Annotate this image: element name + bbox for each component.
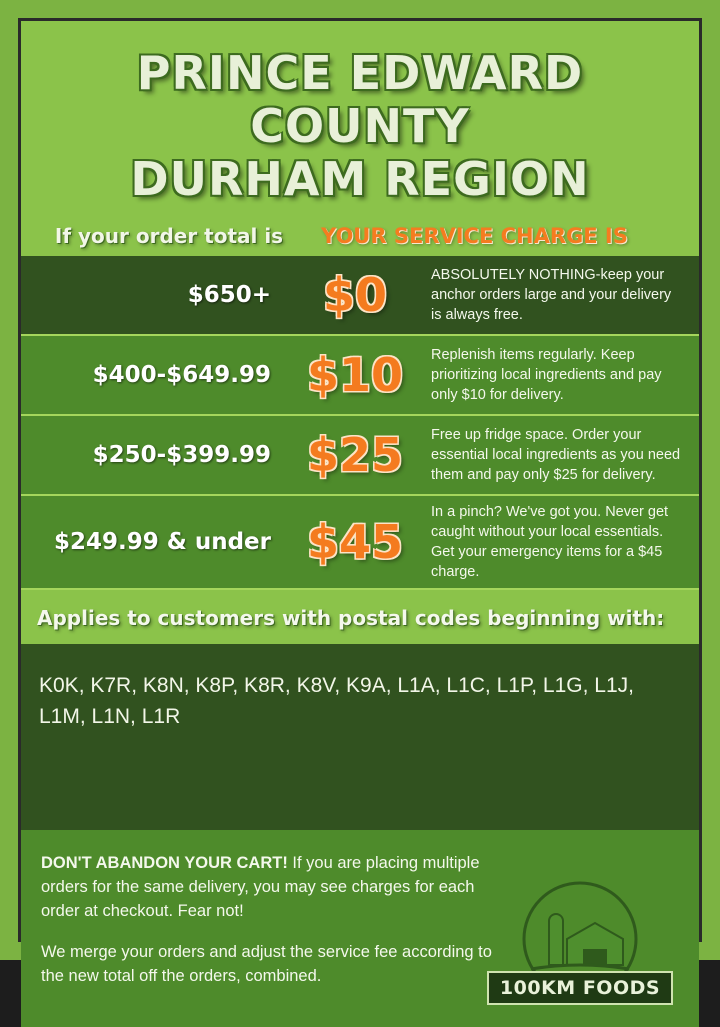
logo-wordmark: 100KM FOODS xyxy=(487,971,673,1005)
header-order-total: If your order total is xyxy=(54,223,284,248)
footer-callout: DON'T ABANDON YOUR CART! xyxy=(41,853,288,872)
tier-range: $249.99 & under xyxy=(54,528,271,555)
footer xyxy=(21,830,699,1027)
header-service-charge: YOUR SERVICE CHARGE IS xyxy=(321,223,628,248)
tier-price: $10 xyxy=(306,347,404,402)
footer-paragraph-1-rest: If you are placing multiple orders for the same delivery, you may see charges for each order at checkout. Fear not! xyxy=(41,853,480,920)
tier-description: Free up fridge space. Order your essential local ingredients as you need them and pay only $25 for delivery. xyxy=(431,426,681,483)
footer-text-column xyxy=(41,852,501,990)
pricing-tiers xyxy=(21,256,699,590)
tier-range: $250-$399.99 xyxy=(92,441,271,468)
title-line-1: PRINCE EDWARD COUNTY xyxy=(136,46,584,153)
tier-range: $400-$649.99 xyxy=(92,361,271,388)
footer-paragraph-2: We merge your orders and adjust the service fee according to the new total off the orders, combined. xyxy=(41,943,492,986)
postal-codes-list: K0K, K7R, K8N, K8P, K8R, K8V, K9A, L1A, L1C, L1P, L1G, L1J, L1M, L1N, L1R xyxy=(39,673,634,729)
tier-price: $45 xyxy=(306,514,404,569)
tier-description: In a pinch? We've got you. Never get caught without your local essentials. Get your emergency items for a $45 charge. xyxy=(431,503,669,580)
tier-price: $0 xyxy=(322,267,387,322)
table-row xyxy=(21,496,699,590)
table-row xyxy=(21,336,699,416)
column-headers xyxy=(21,210,699,256)
title-line-2: DURHAM REGION xyxy=(130,151,590,206)
postal-banner xyxy=(21,590,699,644)
tier-description: ABSOLUTELY NOTHING-keep your anchor orders large and your delivery is always free. xyxy=(431,266,672,323)
tier-range: $650+ xyxy=(187,281,271,308)
postal-codes-block xyxy=(21,644,699,830)
poster-inner xyxy=(18,18,702,1000)
page-title xyxy=(21,21,699,210)
logo xyxy=(487,877,673,1009)
footer-paragraph-1 xyxy=(41,852,501,924)
table-row xyxy=(21,416,699,496)
table-row xyxy=(21,256,699,336)
postal-banner-label: Applies to customers with postal codes beginning with: xyxy=(37,605,665,630)
tier-price: $25 xyxy=(306,427,404,482)
tier-description: Replenish items regularly. Keep prioritizing local ingredients and pay only $10 for delivery. xyxy=(431,346,662,403)
